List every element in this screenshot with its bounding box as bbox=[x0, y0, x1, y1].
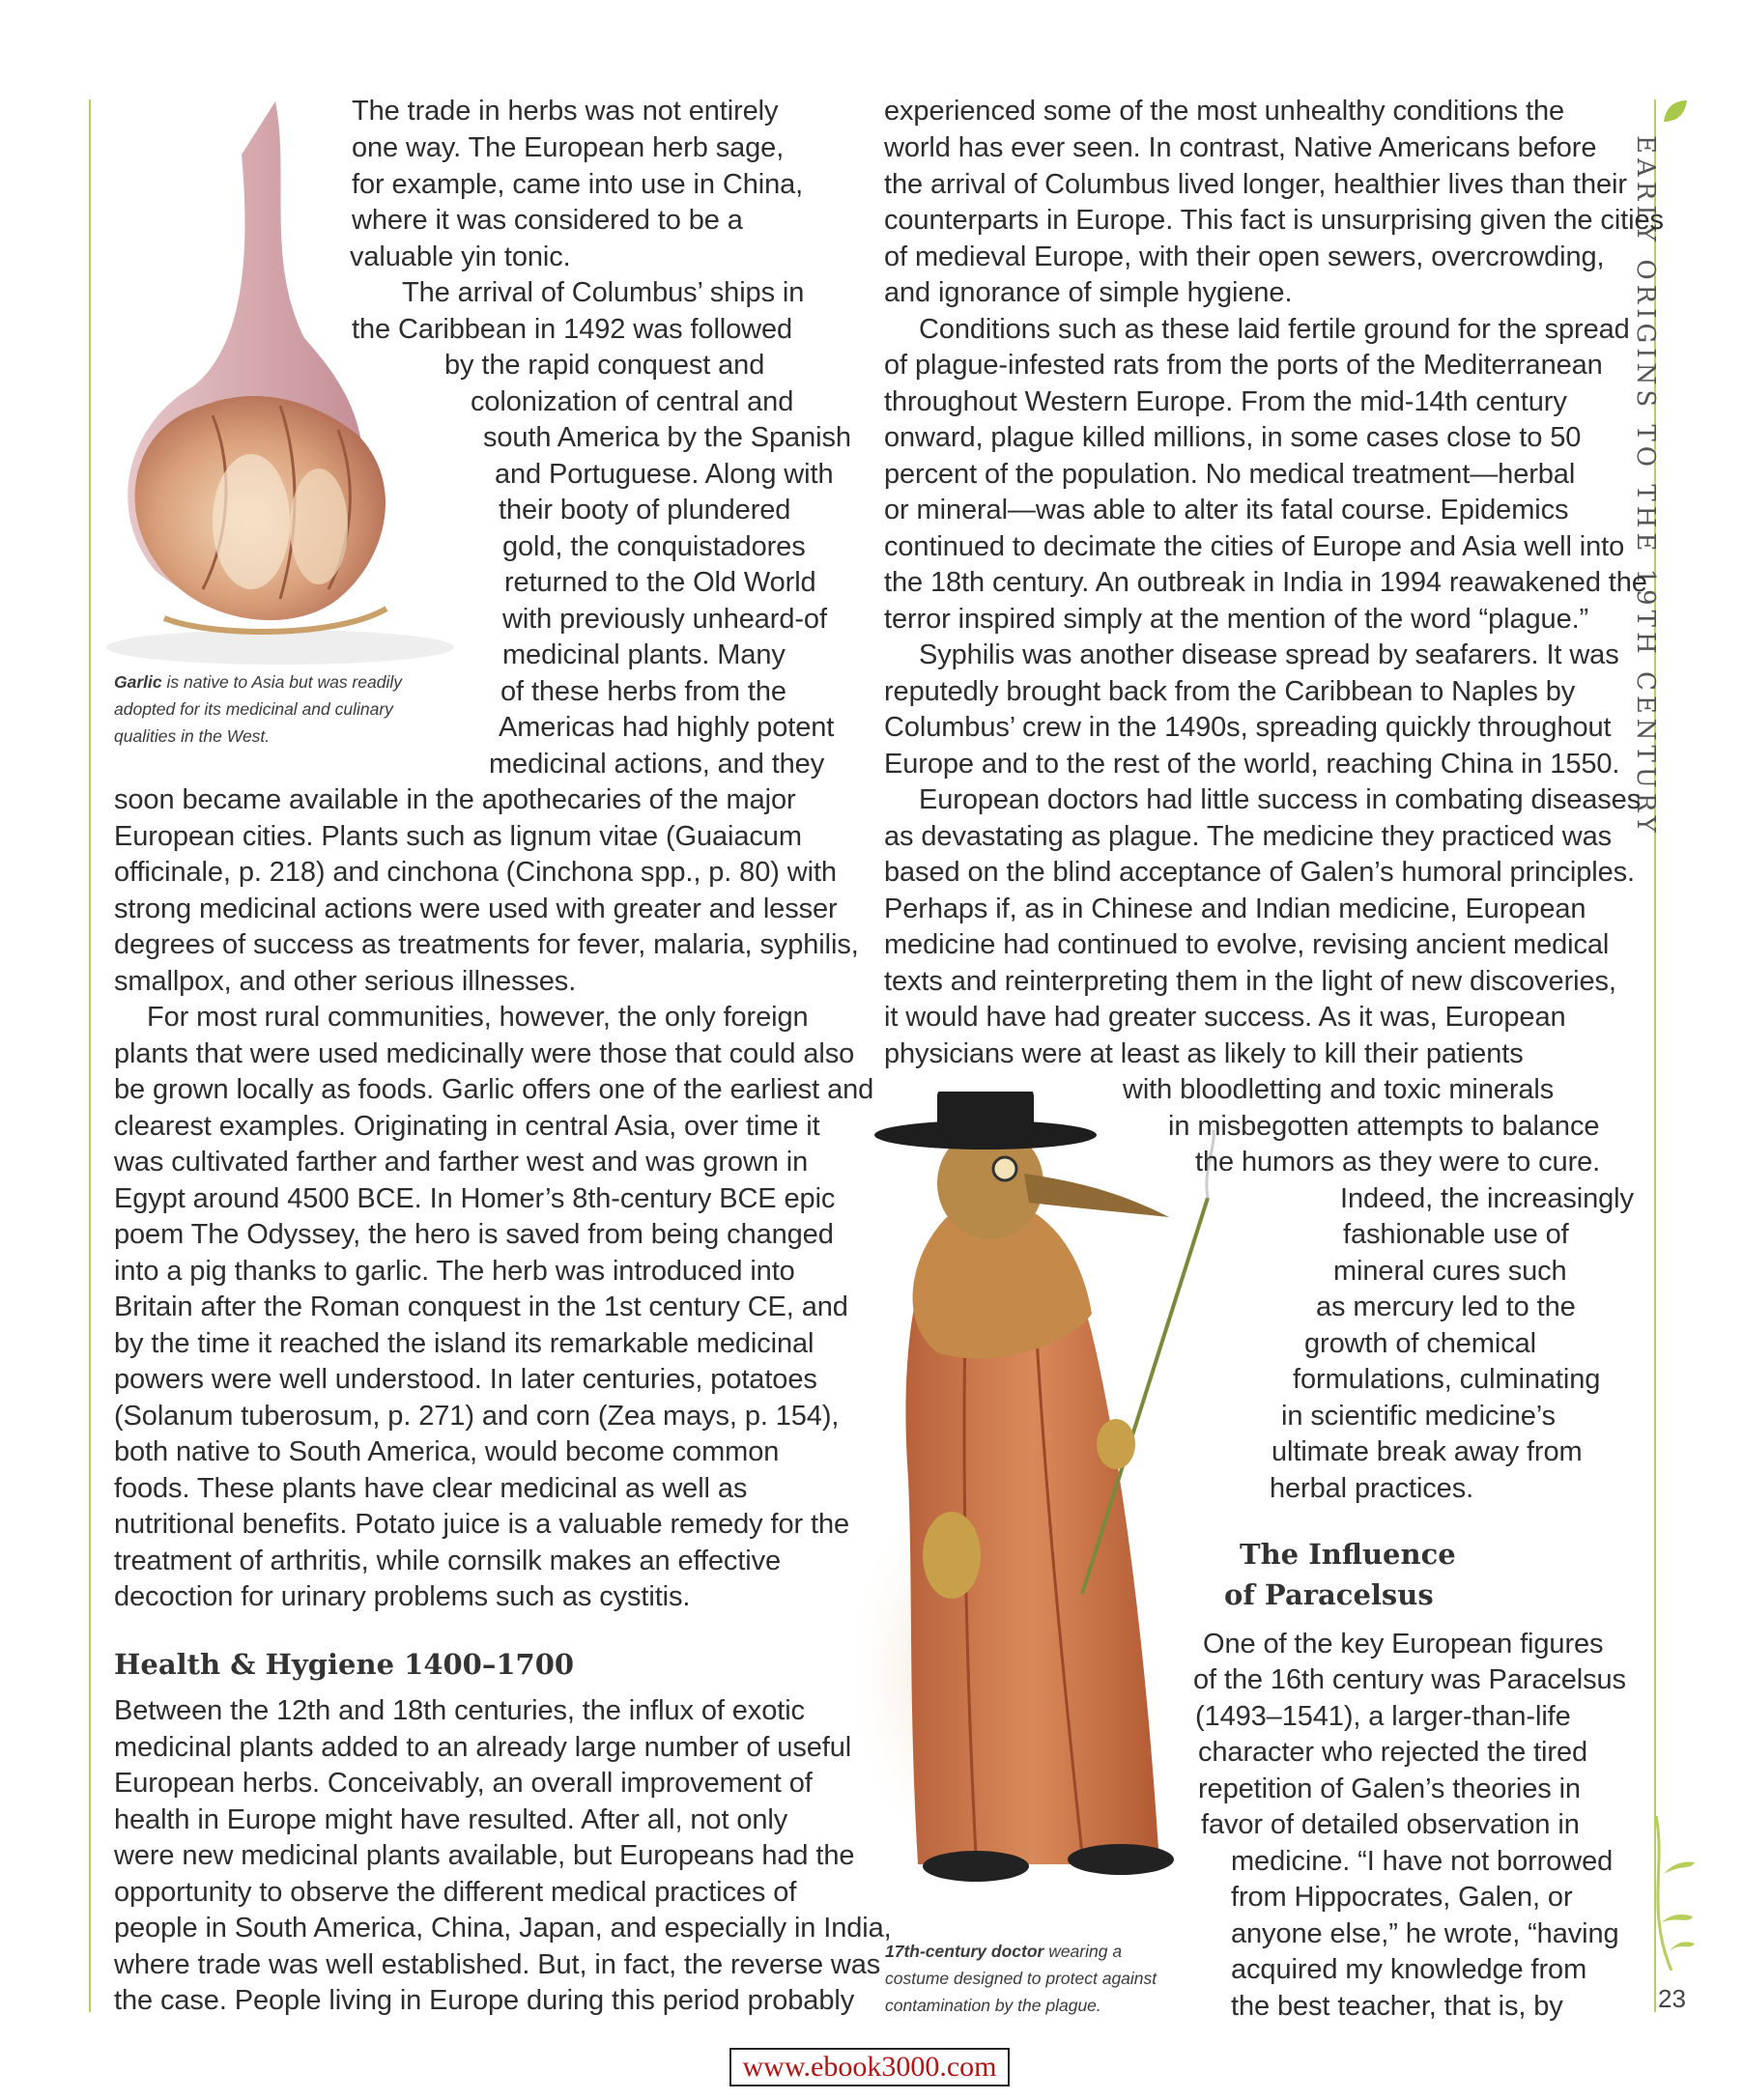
body-line: texts and reinterpreting them in the light of new discoveries, bbox=[884, 966, 1616, 997]
body-line: European doctors had little success in combating diseases bbox=[919, 784, 1642, 815]
body-line: European cities. Plants such as lignum vitae (Guaiacum bbox=[114, 821, 802, 852]
body-line: reputedly brought back from the Caribbean to Naples by bbox=[884, 676, 1576, 707]
body-line: gold, the conquistadores bbox=[502, 531, 806, 562]
body-line: Columbus’ crew in the 1490s, spreading quickly throughout bbox=[884, 712, 1612, 743]
body-line: south America by the Spanish bbox=[483, 422, 851, 453]
body-line: medicine. “I have not borrowed bbox=[1231, 1846, 1614, 1877]
body-line: it would have had greater success. As it was, European bbox=[884, 1002, 1566, 1033]
body-line: be grown locally as foods. Garlic offers one of the earliest and bbox=[114, 1074, 874, 1105]
body-line: poem The Odyssey, the hero is saved from being changed bbox=[114, 1219, 834, 1250]
body-line: of these herbs from the bbox=[500, 676, 786, 707]
body-line: For most rural communities, however, the only foreign bbox=[147, 1002, 809, 1033]
body-line: of medieval Europe, with their open sewers, overcrowding, bbox=[884, 241, 1605, 272]
body-line: formulations, culminating bbox=[1293, 1364, 1601, 1395]
leaf-icon bbox=[1660, 97, 1689, 126]
body-line: from Hippocrates, Galen, or bbox=[1231, 1882, 1573, 1913]
body-line: valuable yin tonic. bbox=[350, 241, 571, 272]
doctor-caption-line3: contamination by the plague. bbox=[885, 1996, 1101, 2015]
body-line: smallpox, and other serious illnesses. bbox=[114, 966, 577, 997]
body-line: (1493–1541), a larger-than-life bbox=[1195, 1701, 1571, 1732]
body-line: for example, came into use in China, bbox=[352, 169, 804, 200]
body-line: the humors as they were to cure. bbox=[1195, 1147, 1601, 1178]
body-line: by the time it reached the island its remarkable medicinal bbox=[114, 1328, 814, 1359]
body-line: The trade in herbs was not entirely bbox=[352, 96, 779, 127]
body-line: the case. People living in Europe during this period probably bbox=[114, 1985, 855, 2016]
body-line: people in South America, China, Japan, and especially in India, bbox=[114, 1913, 892, 1944]
body-line: favor of detailed observation in bbox=[1201, 1809, 1580, 1840]
body-line: the best teacher, that is, by bbox=[1231, 1991, 1563, 2022]
body-line: opportunity to observe the different medical practices of bbox=[114, 1877, 797, 1908]
body-line: medicine had continued to evolve, revising ancient medical bbox=[884, 929, 1610, 960]
body-line: acquired my knowledge from bbox=[1231, 1954, 1587, 1985]
caption-lead: 17th-century doctor bbox=[885, 1942, 1044, 1961]
body-line: counterparts in Europe. This fact is unsurprising given the cities bbox=[884, 205, 1664, 236]
body-line: repetition of Galen’s theories in bbox=[1198, 1774, 1581, 1804]
body-line: by the rapid conquest and bbox=[444, 350, 765, 381]
body-line: were new medicinal plants available, but Europeans had the bbox=[114, 1840, 855, 1871]
body-line: (Solanum tuberosum, p. 271) and corn (Zea mays, p. 154), bbox=[114, 1401, 840, 1432]
body-line: or mineral—was able to alter its fatal course. Epidemics bbox=[884, 495, 1569, 525]
page-number: 23 bbox=[1658, 1984, 1686, 2013]
body-line: medicinal actions, and they bbox=[489, 749, 825, 780]
section-heading-health: Health & Hygiene 1400–1700 bbox=[114, 1648, 575, 1681]
doctor-caption-line2: costume designed to protect against bbox=[885, 1969, 1157, 1988]
body-line: throughout Western Europe. From the mid-14th century bbox=[884, 386, 1567, 417]
body-line: one way. The European herb sage, bbox=[352, 132, 785, 163]
watermark-link[interactable]: www.ebook3000.com bbox=[729, 2048, 1010, 2086]
body-line: their booty of plundered bbox=[499, 495, 791, 525]
body-line: in misbegotten attempts to balance bbox=[1168, 1111, 1600, 1142]
body-line: Conditions such as these laid fertile ground for the spread bbox=[919, 314, 1630, 345]
body-line: terror inspired simply at the mention of the word “plague.” bbox=[884, 604, 1589, 635]
body-line: decoction for urinary problems such as cystitis. bbox=[114, 1581, 691, 1612]
body-line: ultimate break away from bbox=[1272, 1436, 1583, 1467]
body-line: Egypt around 4500 BCE. In Homer’s 8th-century BCE epic bbox=[114, 1183, 836, 1214]
caption-text: is native to Asia but was readily bbox=[161, 672, 402, 692]
body-line: onward, plague killed millions, in some cases close to 50 bbox=[884, 422, 1582, 453]
body-line: of the 16th century was Paracelsus bbox=[1193, 1664, 1626, 1695]
body-line: the 18th century. An outbreak in India in 1994 reawakened the bbox=[884, 567, 1647, 598]
caption-lead: Garlic bbox=[114, 672, 162, 692]
body-line: physicians were at least as likely to kill their patients bbox=[884, 1038, 1524, 1069]
body-line: percent of the population. No medical treatment—herbal bbox=[884, 459, 1576, 490]
body-line: with previously unheard-of bbox=[502, 604, 827, 635]
body-line: Between the 12th and 18th centuries, the influx of exotic bbox=[114, 1695, 805, 1726]
body-line: character who rejected the tired bbox=[1198, 1737, 1588, 1768]
body-line: health in Europe might have resulted. After all, not only bbox=[114, 1804, 788, 1835]
doctor-caption bbox=[885, 1938, 1122, 1965]
garlic-caption-line2: adopted for its medicinal and culinary bbox=[114, 699, 393, 719]
body-line: Britain after the Roman conquest in the 1st century CE, and bbox=[114, 1291, 848, 1322]
body-line: clearest examples. Originating in central Asia, over time it bbox=[114, 1111, 820, 1142]
body-line: experienced some of the most unhealthy conditions the bbox=[884, 96, 1565, 127]
body-line: growth of chemical bbox=[1304, 1328, 1536, 1359]
body-line: was cultivated farther and farther west and was grown in bbox=[114, 1147, 809, 1178]
body-line: of plague-infested rats from the ports of the Mediterranean bbox=[884, 350, 1603, 381]
body-line: fashionable use of bbox=[1343, 1219, 1569, 1250]
body-line: anyone else,” he wrote, “having bbox=[1231, 1918, 1619, 1949]
garlic-caption-line3: qualities in the West. bbox=[114, 726, 271, 746]
body-line: mineral cures such bbox=[1333, 1256, 1567, 1287]
body-line: colonization of central and bbox=[471, 386, 794, 417]
body-line: Europe and to the rest of the world, reaching China in 1550. bbox=[884, 749, 1620, 780]
body-line: medicinal plants added to an already large number of useful bbox=[114, 1732, 852, 1763]
body-line: and ignorance of simple hygiene. bbox=[884, 277, 1293, 308]
body-line: treatment of arthritis, while cornsilk makes an effective bbox=[114, 1546, 782, 1576]
body-line: One of the key European figures bbox=[1203, 1629, 1604, 1660]
garlic-caption bbox=[114, 668, 402, 695]
section-heading-paracelsus-line2: of Paracelsus bbox=[1224, 1578, 1434, 1611]
body-line: as devastating as plague. The medicine they practiced was bbox=[884, 821, 1613, 852]
vine-icon bbox=[1643, 1816, 1700, 1971]
caption-text: wearing a bbox=[1043, 1942, 1123, 1961]
body-line: and Portuguese. Along with bbox=[495, 459, 834, 490]
body-line: into a pig thanks to garlic. The herb was introduced into bbox=[114, 1256, 795, 1287]
body-line: with bloodletting and toxic minerals bbox=[1123, 1074, 1555, 1105]
body-line: where trade was well established. But, in fact, the reverse was bbox=[114, 1949, 881, 1980]
body-line: European herbs. Conceivably, an overall improvement of bbox=[114, 1768, 813, 1799]
body-line: Syphilis was another disease spread by seafarers. It was bbox=[919, 639, 1619, 670]
body-line: strong medicinal actions were used with greater and lesser bbox=[114, 894, 838, 924]
body-line: as mercury led to the bbox=[1316, 1291, 1576, 1322]
body-line: soon became available in the apothecaries of the major bbox=[114, 784, 796, 815]
body-line: based on the blind acceptance of Galen’s humoral principles. bbox=[884, 857, 1635, 888]
body-line: powers were well understood. In later centuries, potatoes bbox=[114, 1364, 817, 1395]
body-line: continued to decimate the cities of Europe and Asia well into bbox=[884, 531, 1625, 562]
body-line: officinale, p. 218) and cinchona (Cinchona spp., p. 80) with bbox=[114, 857, 837, 888]
body-line: the arrival of Columbus lived longer, healthier lives than their bbox=[884, 169, 1627, 200]
body-line: foods. These plants have clear medicinal as well as bbox=[114, 1473, 748, 1504]
body-line: plants that were used medicinally were those that could also bbox=[114, 1038, 855, 1069]
section-heading-paracelsus-line1: The Influence bbox=[1240, 1538, 1456, 1571]
body-line: the Caribbean in 1492 was followed bbox=[352, 314, 793, 345]
body-line: medicinal plants. Many bbox=[502, 639, 786, 670]
body-line: nutritional benefits. Potato juice is a valuable remedy for the bbox=[114, 1509, 850, 1540]
body-line: where it was considered to be a bbox=[352, 205, 743, 236]
body-line: degrees of success as treatments for fever, malaria, syphilis, bbox=[114, 929, 859, 960]
body-line: in scientific medicine’s bbox=[1281, 1401, 1556, 1432]
body-line: Indeed, the increasingly bbox=[1340, 1183, 1634, 1214]
body-line: Perhaps if, as in Chinese and Indian medicine, European bbox=[884, 894, 1586, 924]
body-line: world has ever seen. In contrast, Native Americans before bbox=[884, 132, 1597, 163]
body-line: both native to South America, would become common bbox=[114, 1436, 780, 1467]
body-line: herbal practices. bbox=[1270, 1473, 1474, 1504]
body-line: returned to the Old World bbox=[504, 567, 816, 598]
left-margin-rule bbox=[89, 99, 91, 2012]
body-line: Americas had highly potent bbox=[499, 712, 835, 743]
running-section-title: EARLY ORIGINS TO THE 19TH CENTURY bbox=[1631, 135, 1660, 837]
body-line: The arrival of Columbus’ ships in bbox=[402, 277, 805, 308]
